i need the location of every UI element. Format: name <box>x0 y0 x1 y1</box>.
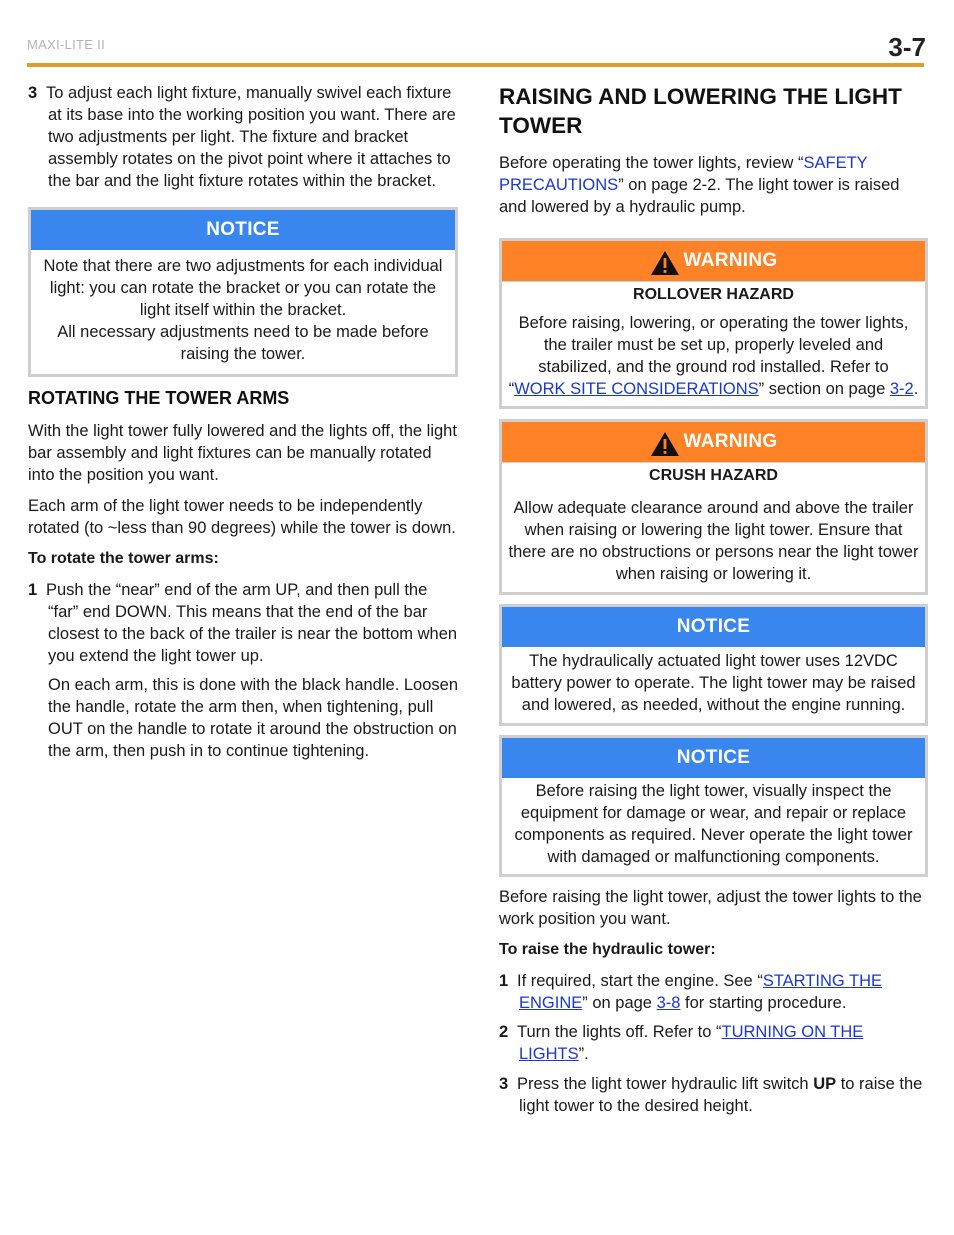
hazard-type: CRUSH HAZARD <box>649 467 778 484</box>
warning-body: CRUSH HAZARD Allow adequate clearance around and above the trailer when raising or lowering the light tower. Ensure that there are no obstructions or persons near the light tower when raising or lowering it. <box>508 467 919 583</box>
safety-precautions-link[interactable]: SAFETY PRECAUTIONS <box>499 154 868 194</box>
warning-header: WARNING <box>502 422 925 463</box>
paragraph: With the light tower fully lowered and the lights off, the light bar assembly and light fixtures can be manually rotated into the position you want. <box>28 422 457 484</box>
warning-body: ROLLOVER HAZARD Before raising, lowering, or operating the tower lights, the trailer must be set up, properly leveled and stabilized, and the ground rod installed. Refer to “WORK SITE CONSIDERATIONS” section on page 3-2. <box>508 286 919 398</box>
notice-header: NOTICE <box>502 738 925 778</box>
header-rule <box>27 63 924 67</box>
procedure-subheading: To raise the hydraulic tower: <box>499 941 716 958</box>
notice-box-inspect <box>499 735 928 877</box>
document-title: MAXI-LITE II <box>27 37 106 52</box>
page-link-3-2[interactable]: 3-2 <box>889 380 914 398</box>
notice-body: The hydraulically actuated light tower uses 12VDC battery power to operate. The light tower may be raised and lowered, as needed, without the engine running. <box>511 652 916 714</box>
warning-triangle-icon <box>650 431 680 457</box>
turning-on-the-lights-link[interactable]: TURNING ON THE LIGHTS <box>519 1023 864 1063</box>
procedure-subheading: To rotate the tower arms: <box>28 550 219 567</box>
warning-box-rollover <box>499 238 928 409</box>
right-column <box>499 82 929 1117</box>
step-1-start-engine: 1 If required, start the engine. See “STARTING THE ENGINE” on page 3-8 for starting procedure. <box>499 972 882 1012</box>
hazard-type: ROLLOVER HAZARD <box>633 286 794 303</box>
step-1-continuation: On each arm, this is done with the black handle. Loosen the handle, rotate the arm then, when tightening, pull OUT on the handle to rotate it around the obstruction on the arm, then push in to continue tightening. <box>48 676 458 760</box>
warning-box-crush <box>499 419 928 595</box>
work-site-considerations-link[interactable]: WORK SITE CONSIDERATIONS <box>514 380 759 398</box>
section-heading-rotating-arms: ROTATING THE TOWER ARMS <box>28 388 290 408</box>
starting-the-engine-link[interactable]: STARTING THE ENGINE <box>519 972 882 1012</box>
intro-paragraph: Before operating the tower lights, review “SAFETY PRECAUTIONS” on page 2-2. The light tower is raised and lowered by a hydraulic pump. <box>499 154 900 216</box>
page-number: 3-7 <box>888 32 926 62</box>
notice-header: NOTICE <box>502 607 925 647</box>
step-3-lift-switch: 3 Press the light tower hydraulic lift switch UP to raise the light tower to the desired height. <box>499 1075 923 1115</box>
paragraph: Before raising the light tower, adjust the tower lights to the work position you want. <box>499 888 922 928</box>
step-2-lights-off: 2 Turn the lights off. Refer to “TURNING ON THE LIGHTS”. <box>499 1023 864 1063</box>
notice-body: Note that there are two adjustments for each individual light: you can rotate the bracket or you can rotate the light itself within the bracket. All necessary adjustments need to be made before raising the tower. <box>43 257 443 363</box>
page-link-3-8[interactable]: 3-8 <box>656 994 681 1012</box>
warning-header: WARNING <box>502 241 925 282</box>
section-heading-raising-lowering: RAISING AND LOWERING THE LIGHT TOWER <box>499 84 902 138</box>
warning-triangle-icon <box>650 250 680 276</box>
paragraph: Each arm of the light tower needs to be independently rotated (to ~less than 90 degrees) while the tower is down. <box>28 497 456 537</box>
notice-box-battery <box>499 604 928 726</box>
left-column <box>28 82 458 762</box>
notice-header: NOTICE <box>31 210 455 250</box>
notice-box-adjustments <box>28 207 458 377</box>
step-3-adjust-fixture: 3 To adjust each light fixture, manually swivel each fixture at its base into the working position you want. There are two adjustments per light. The fixture and bracket assembly rotates on the pivot point where it attaches to the bar and the light fixture rotates within the bracket. <box>28 84 456 190</box>
step-1-push-arm: 1 Push the “near” end of the arm UP, and then pull the “far” end DOWN. This means that the end of the bar closest to the back of the trailer is near the bottom when you extend the light tower up. <box>28 581 458 665</box>
notice-body: Before raising the light tower, visually inspect the equipment for damage or wear, and repair or replace components as required. Never operate the light tower with damaged or malfunctioning components. <box>514 782 913 866</box>
